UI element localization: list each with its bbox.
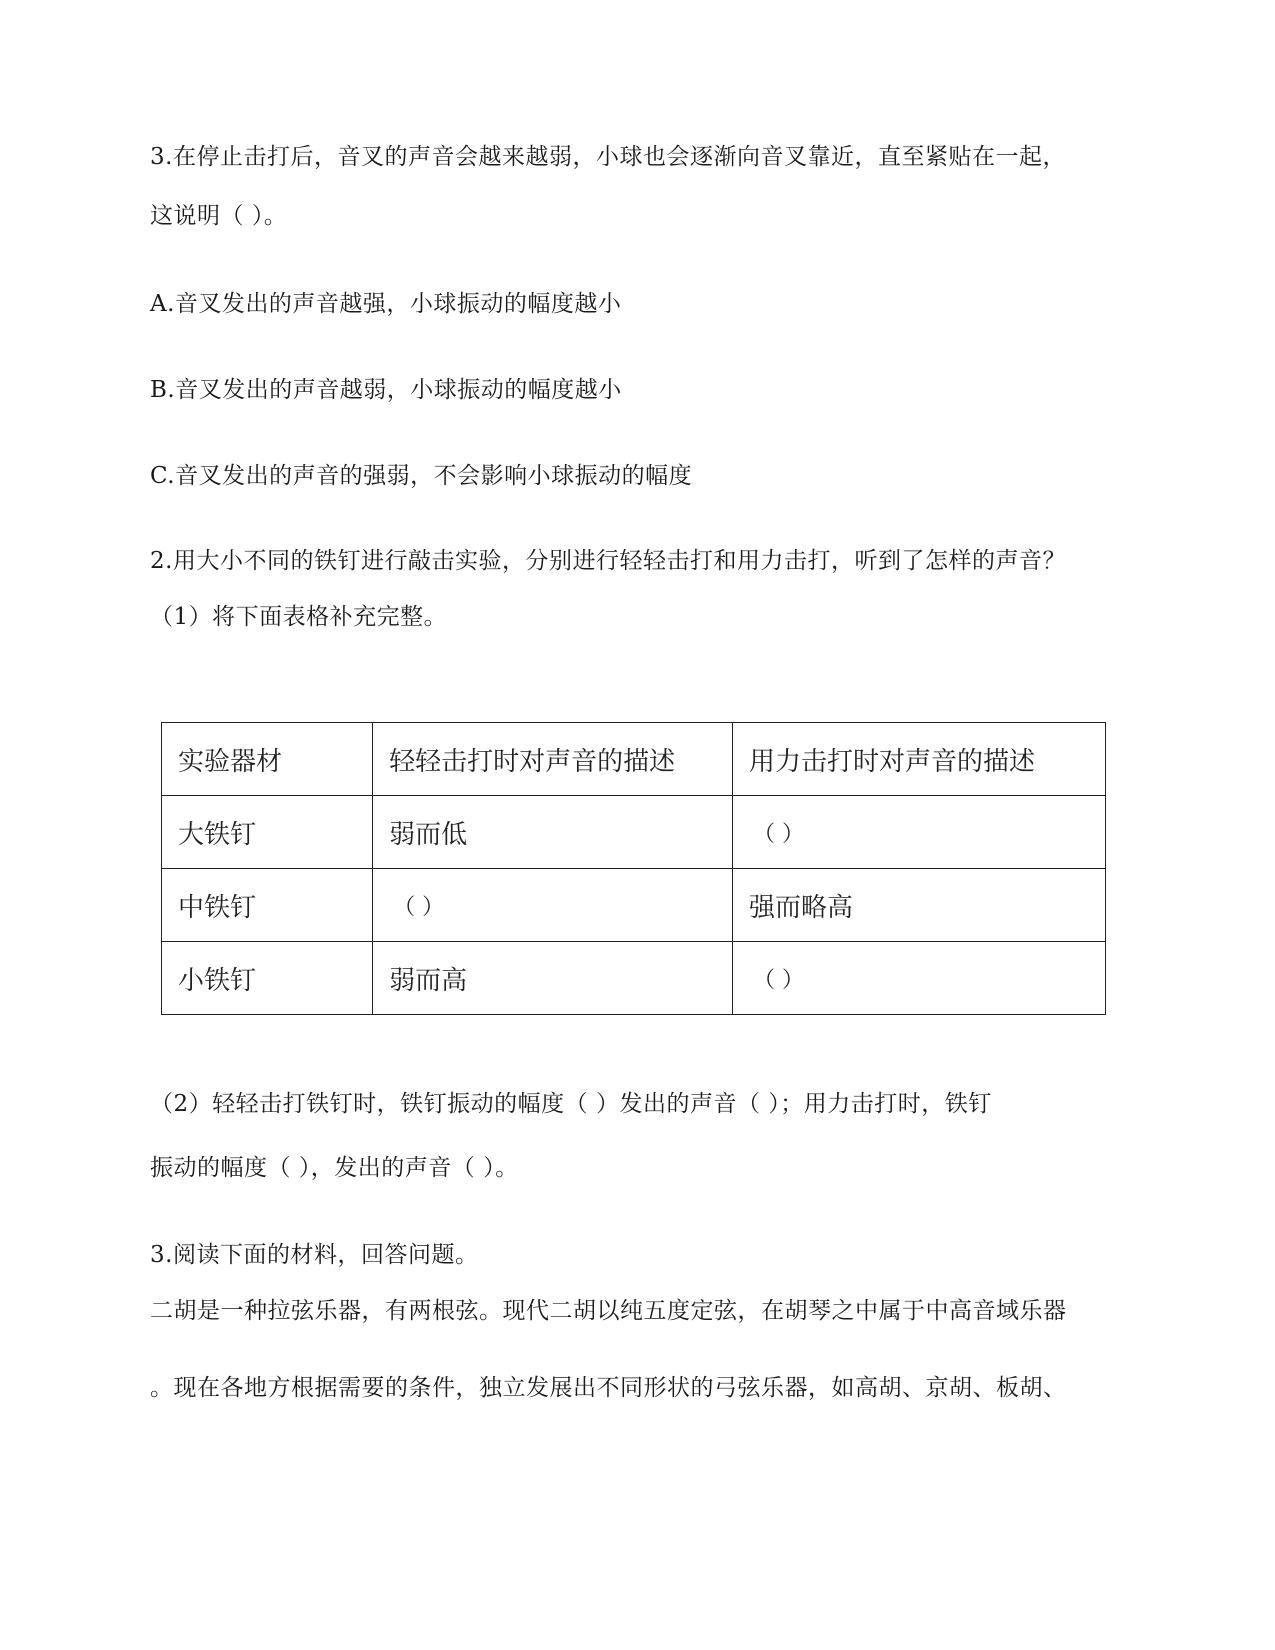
- question-3-line-2: 这说明（ ）。: [150, 203, 288, 229]
- table-row: [162, 796, 1106, 869]
- reading-paragraph-line-1: 二胡是一种拉弦乐器，有两根弦。现代二胡以纯五度定弦，在胡琴之中属于中高音域乐器: [150, 1298, 1067, 1324]
- table-cell: 弱而低: [373, 796, 733, 869]
- option-b: B.音叉发出的声音越弱，小球振动的幅度越小: [150, 377, 622, 403]
- table-cell: 弱而高: [373, 942, 733, 1015]
- question-2-line-1: 2.用大小不同的铁钉进行敲击实验，分别进行轻轻击打和用力击打，听到了怎样的声音？: [150, 548, 1066, 574]
- table-row: [162, 869, 1106, 942]
- experiment-table: [161, 722, 1106, 1015]
- table-cell: 小铁钉: [162, 942, 373, 1015]
- table-cell-blank: （ ）: [373, 869, 733, 942]
- question-3-line-1: 3.在停止击打后，音叉的声音会越来越弱，小球也会逐渐向音叉靠近，直至紧贴在一起，: [150, 144, 1066, 170]
- table-header-row: [162, 723, 1106, 796]
- question-2-sub-2-line-1: （2）轻轻击打铁钉时，铁钉振动的幅度（ ）发出的声音（ ）；用力击打时，铁钉: [150, 1091, 992, 1117]
- table-row: [162, 942, 1106, 1015]
- table-cell-blank: （ ）: [733, 942, 1106, 1015]
- table-cell: 大铁钉: [162, 796, 373, 869]
- table-cell: 中铁钉: [162, 869, 373, 942]
- reading-paragraph-line-2: 。现在各地方根据需要的条件，独立发展出不同形状的弓弦乐器，如高胡、京胡、板胡、: [150, 1375, 1067, 1401]
- table-header-cell: 轻轻击打时对声音的描述: [373, 723, 733, 796]
- table-cell-blank: （ ）: [733, 796, 1106, 869]
- reading-question-title: 3.阅读下面的材料，回答问题。: [150, 1242, 479, 1268]
- question-2-sub-1: （1）将下面表格补充完整。: [150, 604, 448, 630]
- table-header-cell: 用力击打时对声音的描述: [733, 723, 1106, 796]
- option-a: A.音叉发出的声音越强，小球振动的幅度越小: [150, 291, 622, 317]
- question-2-sub-2-line-2: 振动的幅度（ ），发出的声音（ ）。: [150, 1155, 519, 1181]
- table-header-cell: 实验器材: [162, 723, 373, 796]
- table-cell: 强而略高: [733, 869, 1106, 942]
- option-c: C.音叉发出的声音的强弱，不会影响小球振动的幅度: [150, 463, 693, 489]
